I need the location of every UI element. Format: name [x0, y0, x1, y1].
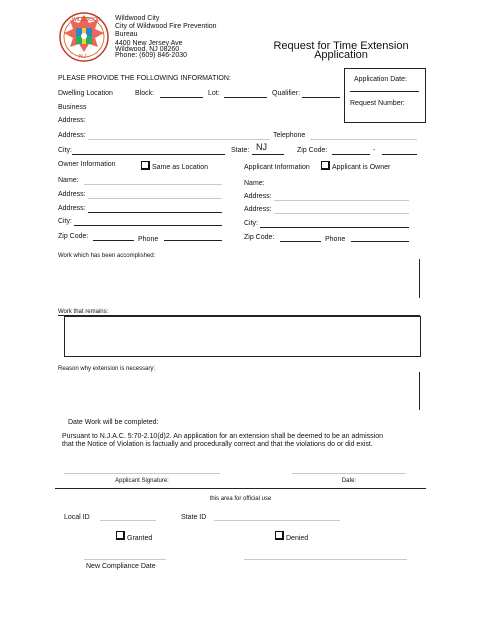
telephone-label: Telephone — [273, 132, 306, 139]
zip-label: Zip Code: — [297, 147, 328, 154]
applicant-phone-label: Phone — [325, 236, 346, 243]
applicant-address-label-2: Address: — [244, 206, 272, 213]
owner-zip-label: Zip Code: — [58, 233, 89, 240]
location-address-label-1: Address: — [58, 117, 86, 124]
applicant-city-label: City: — [244, 220, 258, 227]
official-use-divider — [55, 488, 426, 489]
denied-checkbox[interactable] — [275, 531, 284, 540]
state-field[interactable] — [252, 154, 284, 155]
legal-notice: Pursuant to N.J.A.C. 5:70-2.10(d)2. An application for an extension shall be deemed to be an admission that the Notice of Violation is factually and procedurally correct and that the violations do or did exist. — [62, 433, 384, 448]
owner-address-label-1: Address: — [58, 191, 86, 198]
org-address-line2: Wildwood, NJ 08260 — [115, 46, 180, 53]
form-title-line2: Application — [314, 49, 368, 61]
granted-label: Granted — [127, 535, 153, 542]
work-accomplished-label: Work which has been accomplished: — [58, 253, 156, 259]
applicant-name-label: Name: — [244, 180, 265, 187]
block-field[interactable] — [160, 97, 203, 98]
state-id-label: State ID — [181, 514, 207, 521]
lot-label: Lot: — [208, 90, 220, 97]
owner-heading: Owner Information — [58, 161, 116, 168]
state-id-field[interactable] — [214, 520, 340, 521]
applicant-heading: Applicant Information — [244, 164, 310, 171]
denied-label: Denied — [286, 535, 309, 542]
applicant-is-owner-label: Applicant is Owner — [332, 164, 391, 171]
qualifier-label: Qualifier: — [272, 90, 301, 97]
applicant-zip-field[interactable] — [280, 241, 321, 242]
signature-date-line[interactable] — [292, 473, 406, 474]
logo-text-top: WILDWOOD — [72, 17, 101, 23]
org-address-line1: 4400 New Jersey Ave — [115, 40, 183, 47]
extension-reason-field[interactable] — [419, 372, 420, 410]
applicant-phone-field[interactable] — [351, 241, 409, 242]
granted-checkbox[interactable] — [116, 531, 125, 540]
work-remains-field[interactable] — [64, 316, 421, 357]
work-accomplished-field[interactable] — [419, 259, 420, 298]
extension-reason-label: Reason why extension is necessary: — [58, 366, 156, 372]
completion-date-label: Date Work will be completed: — [68, 419, 159, 426]
owner-zip-field[interactable] — [93, 240, 134, 241]
org-bureau: Bureau — [115, 31, 138, 38]
org-name: Wildwood City — [115, 15, 160, 22]
telephone-field[interactable] — [310, 139, 417, 140]
business-label: Business — [58, 104, 87, 111]
owner-address-field-2[interactable] — [88, 212, 222, 213]
new-compliance-date-label: New Compliance Date — [86, 563, 156, 570]
applicant-address-field-1[interactable] — [274, 200, 409, 201]
intro-text: PLEASE PROVIDE THE FOLLOWING INFORMATION: — [58, 75, 231, 82]
owner-address-field-1[interactable] — [88, 198, 222, 199]
block-label: Block: — [135, 90, 155, 97]
same-as-location-label: Same as Location — [152, 164, 209, 171]
zip-field[interactable] — [332, 154, 370, 155]
lot-field[interactable] — [224, 97, 267, 98]
owner-name-field[interactable] — [84, 184, 222, 185]
state-value[interactable]: NJ — [256, 142, 267, 152]
signature-date-label: Date: — [341, 478, 357, 484]
dwelling-location-label: Dwelling Location — [58, 90, 113, 97]
form-title-line1: Request for Time Extension — [273, 40, 409, 52]
owner-address-label-2: Address: — [58, 205, 86, 212]
org-phone: Phone: (609) 846-2030 — [115, 52, 187, 59]
location-address-label-2: Address: — [58, 132, 86, 139]
logo-text-bottom: N.J. — [79, 54, 88, 60]
official-use-label: this area for official use — [209, 496, 272, 502]
application-date-field[interactable] — [350, 91, 419, 92]
applicant-signature-line[interactable] — [64, 473, 220, 474]
same-as-location-checkbox[interactable] — [141, 161, 150, 170]
request-number-label: Request Number: — [350, 100, 405, 107]
applicant-signature-label: Applicant Signature: — [115, 478, 169, 484]
applicant-is-owner-checkbox[interactable] — [321, 161, 330, 170]
denied-notes-field[interactable] — [244, 559, 407, 560]
qualifier-field[interactable] — [302, 97, 340, 98]
applicant-zip-label: Zip Code: — [244, 234, 275, 241]
applicant-address-label-1: Address: — [244, 193, 272, 200]
org-department: City of Wildwood Fire Prevention — [115, 23, 217, 30]
applicant-city-field[interactable] — [260, 227, 409, 228]
new-compliance-date-field[interactable] — [84, 559, 166, 560]
city-field[interactable] — [72, 154, 225, 155]
work-remains-label: Work that remains: — [58, 309, 109, 315]
owner-name-label: Name: — [58, 177, 79, 184]
owner-city-label: City: — [58, 218, 72, 225]
owner-city-field[interactable] — [74, 225, 222, 226]
zip-separator: - — [373, 147, 376, 154]
applicant-address-field-2[interactable] — [274, 213, 409, 214]
zip-extension-field[interactable] — [382, 154, 417, 155]
city-label: City: — [58, 147, 72, 154]
location-address-field[interactable] — [88, 139, 270, 140]
owner-phone-field[interactable] — [164, 240, 222, 241]
owner-phone-label: Phone — [138, 236, 159, 243]
state-label: State: — [231, 147, 250, 154]
application-date-label: Application Date: — [354, 76, 407, 83]
local-id-field[interactable] — [100, 520, 156, 521]
local-id-label: Local ID — [64, 514, 90, 521]
